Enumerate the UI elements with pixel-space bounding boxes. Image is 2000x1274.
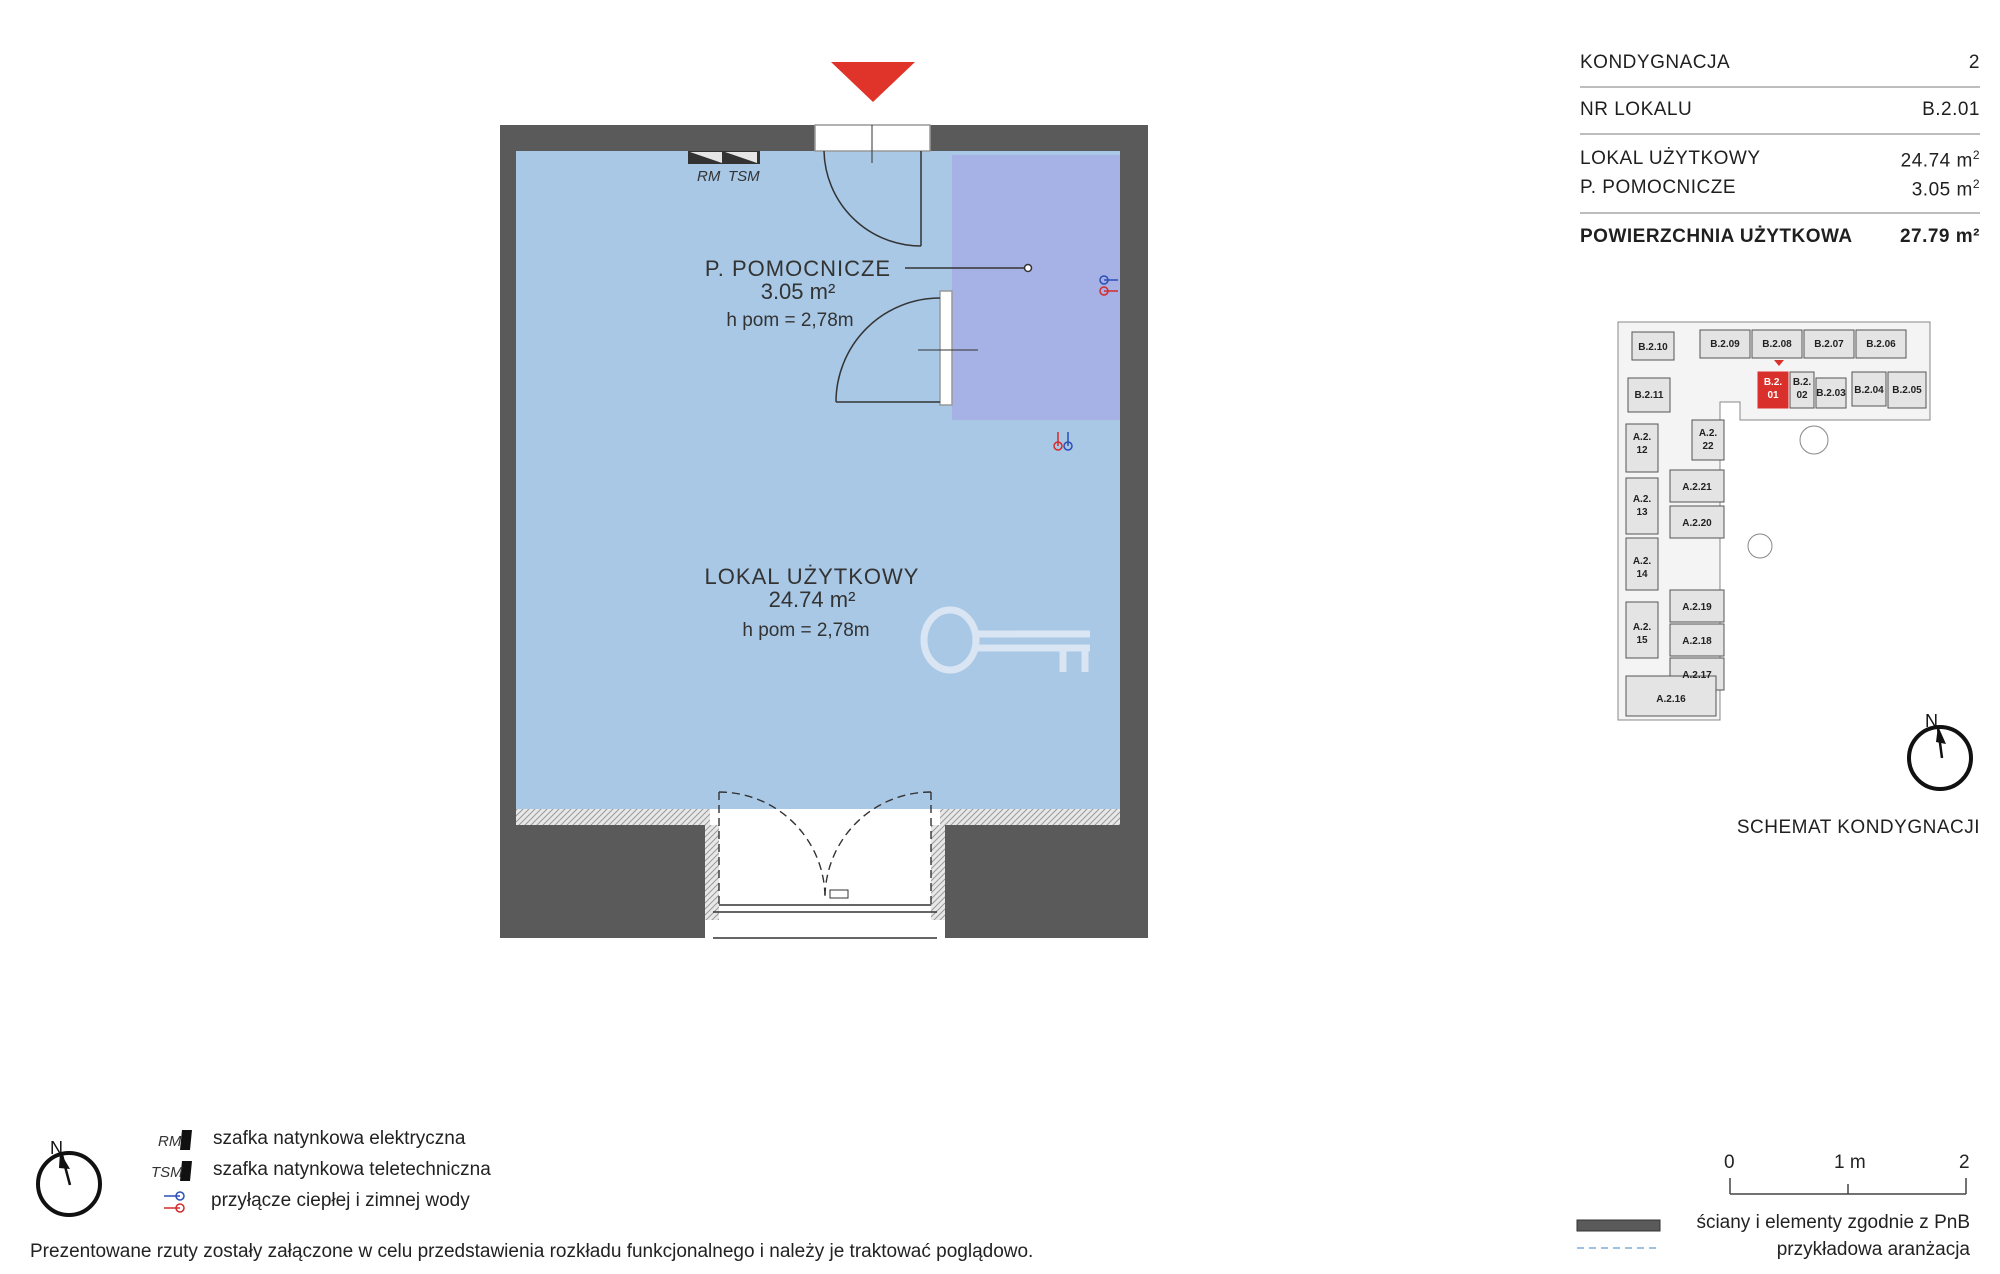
svg-text:B.2.04: B.2.04: [1854, 385, 1884, 396]
aux-value: 3.05 $m^2$: [1911, 177, 1980, 201]
wall-swatch: [1577, 1220, 1660, 1231]
svg-text:01: 01: [1767, 390, 1779, 401]
balcony-doors: [713, 792, 937, 938]
aux-room-fill: [952, 155, 1120, 420]
svg-text:A.2.: A.2.: [1698, 428, 1718, 439]
legend-rm-symbol: RM: [158, 1133, 182, 1150]
floor-label: KONDYGNACJA: [1580, 52, 1731, 73]
key-walls: ściany i elementy zgodnie z PnB: [1696, 1212, 1970, 1233]
floor-schematic: [1618, 322, 1930, 720]
unit-value: B.2.01: [1922, 99, 1980, 120]
entrance-arrow-icon: [831, 62, 915, 102]
svg-text:A.2.21: A.2.21: [1682, 482, 1712, 493]
svg-text:B.2.07: B.2.07: [1814, 339, 1844, 350]
svg-text:13: 13: [1636, 507, 1648, 518]
usable-label: LOKAL UŻYTKOWY: [1580, 148, 1761, 169]
usable-value: 24.74 $m^2$: [1900, 148, 1980, 172]
scale-label-2: 2: [1959, 1152, 1970, 1173]
svg-text:22: 22: [1702, 441, 1714, 452]
main-room-name: LOKAL UŻYTKOWY: [704, 564, 920, 589]
svg-text:B.2.11: B.2.11: [1634, 390, 1664, 401]
svg-text:B.2.: B.2.: [1763, 377, 1783, 388]
total-value: 27.79 m²: [1899, 226, 1980, 247]
cabinet-icons: [688, 151, 760, 164]
aux-label: P. POMOCNICZE: [1580, 177, 1737, 198]
aux-room-height: h pom = 2,78m: [726, 310, 854, 331]
legend-tsm-symbol: TSM: [151, 1164, 183, 1181]
svg-text:A.2.: A.2.: [1632, 622, 1652, 633]
disclaimer: Prezentowane rzuty zostały załączone w celu przedstawienia rozkładu funkcjonalnego i należy je traktować poglądowo.: [30, 1241, 1034, 1262]
svg-text:A.2.: A.2.: [1632, 556, 1652, 567]
svg-text:A.2.17: A.2.17: [1682, 670, 1712, 681]
legend-item-water: przyłącze ciepłej i zimnej wody: [211, 1190, 470, 1211]
cabinet-rm-label: RM: [697, 168, 721, 185]
svg-text:B.2.: B.2.: [1792, 377, 1812, 388]
svg-text:14: 14: [1636, 569, 1648, 580]
svg-text:B.2.06: B.2.06: [1866, 339, 1896, 350]
svg-text:12: 12: [1636, 445, 1648, 456]
schematic-north-icon: [1909, 726, 1971, 789]
svg-text:B.2.09: B.2.09: [1710, 339, 1740, 350]
svg-text:A.2.18: A.2.18: [1682, 636, 1712, 647]
svg-text:A.2.: A.2.: [1632, 494, 1652, 505]
svg-text:B.2.10: B.2.10: [1638, 342, 1668, 353]
scale-label-0: 0: [1724, 1152, 1735, 1173]
svg-text:B.2.05: B.2.05: [1892, 385, 1922, 396]
legend-water-icon: [164, 1192, 184, 1212]
key-arrangement: przykładowa aranżacja: [1776, 1239, 1970, 1260]
legend-item-electrical: szafka natynkowa elektryczna: [213, 1128, 466, 1149]
legend-item-telecom: szafka natynkowa teletechniczna: [213, 1159, 491, 1180]
svg-text:B.2.08: B.2.08: [1762, 339, 1792, 350]
svg-text:15: 15: [1636, 635, 1648, 646]
cabinet-tsm-label: TSM: [728, 168, 760, 185]
main-room-area: 24.74 m²: [768, 587, 856, 612]
floor-value: 2: [1968, 52, 1980, 73]
svg-text:02: 02: [1796, 390, 1808, 401]
svg-text:A.2.: A.2.: [1632, 432, 1652, 443]
svg-text:A.2.16: A.2.16: [1656, 694, 1686, 705]
legend-north-label: N: [50, 1138, 63, 1158]
schematic-north-label: N: [1925, 711, 1938, 731]
legend-north-icon: [38, 1152, 100, 1215]
total-label: POWIERZCHNIA UŻYTKOWA: [1580, 226, 1853, 247]
svg-text:B.2.03: B.2.03: [1816, 388, 1846, 399]
svg-text:A.2.20: A.2.20: [1682, 518, 1712, 529]
unit-label: NR LOKALU: [1580, 99, 1693, 120]
aux-room-name: P. POMOCNICZE: [704, 256, 892, 281]
aux-room-area: 3.05 m²: [760, 279, 836, 304]
svg-text:A.2.19: A.2.19: [1682, 602, 1712, 613]
scale-label-1: 1 m: [1834, 1152, 1866, 1173]
scale-bar: [1730, 1178, 1966, 1194]
main-room-height: h pom = 2,78m: [742, 620, 870, 641]
schematic-title: SCHEMAT KONDYGNACJI: [1736, 817, 1980, 838]
